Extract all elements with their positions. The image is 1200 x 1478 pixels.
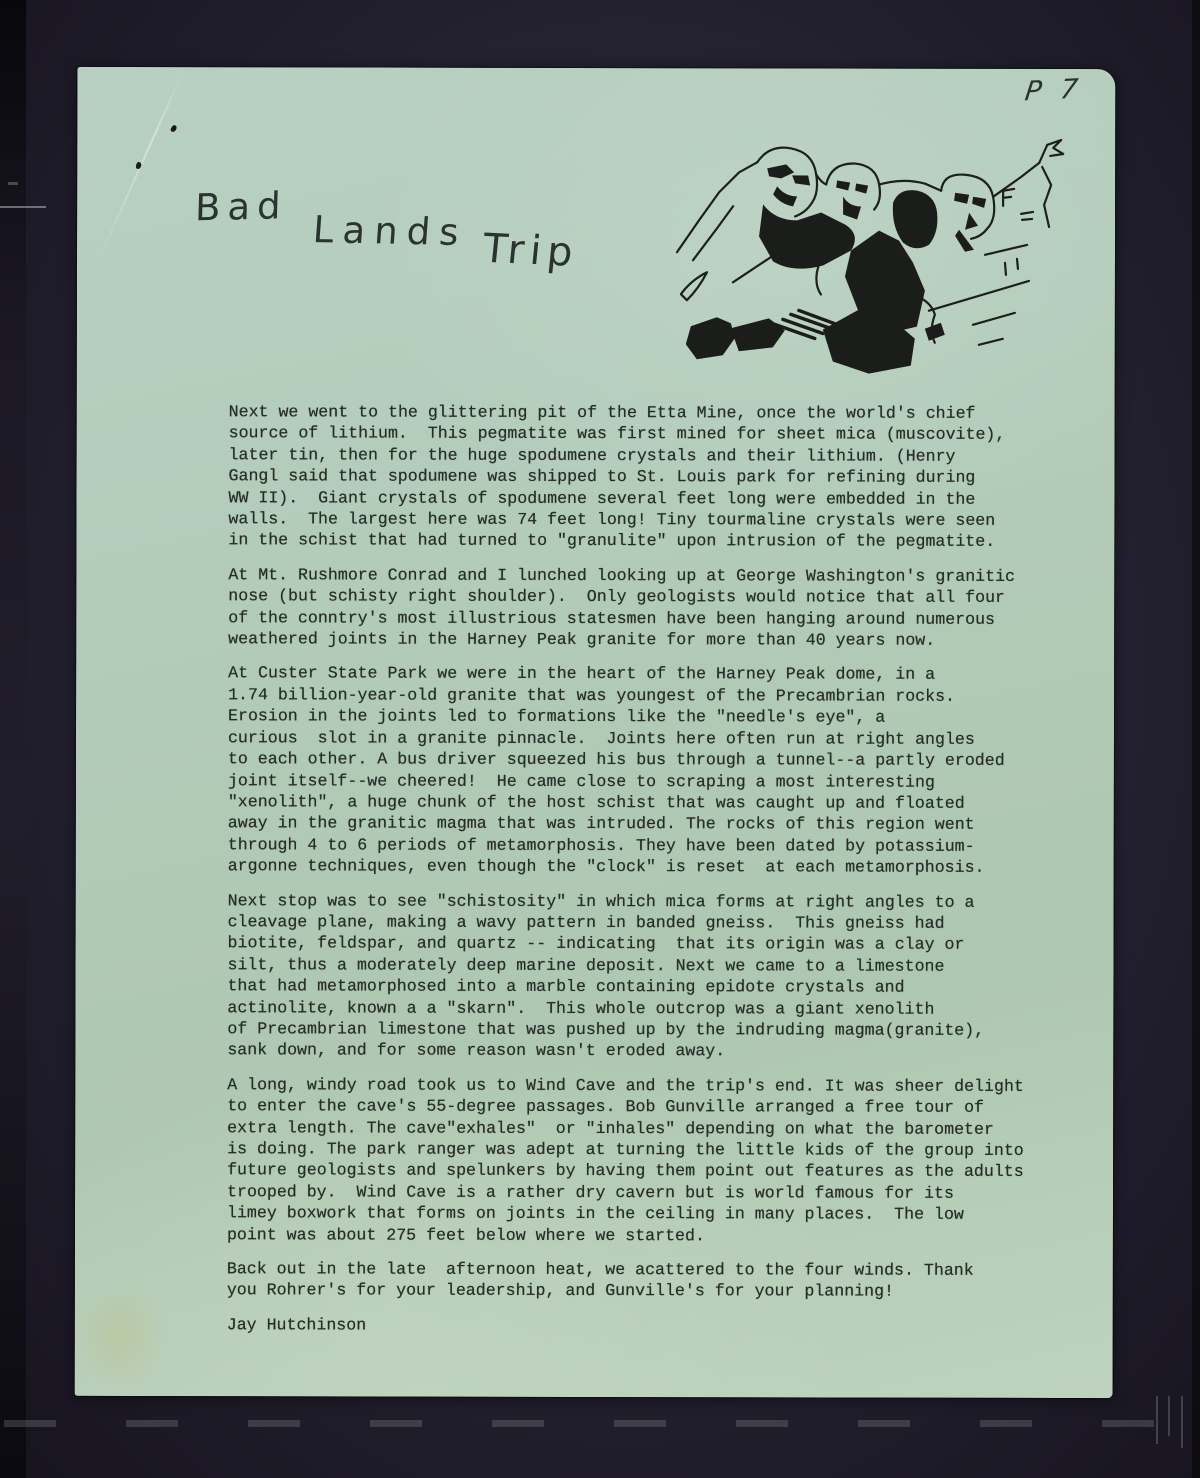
staple-mark xyxy=(135,162,142,170)
title-word-trip: Trip xyxy=(480,225,581,276)
paper-stain xyxy=(75,1283,167,1391)
paragraph-mt-rushmore: At Mt. Rushmore Conrad and I lunched looking up at George Washington's granitic nose (but schisty right shoulder). Only geologists would notice that all four of the conntry's most illustrious statesmen have been hanging around numerous weathered joints in the Harney Peak granite for more than 40 years now. xyxy=(228,565,1016,650)
film-scratch xyxy=(1156,1396,1158,1444)
page-number: P 7 xyxy=(1023,73,1085,108)
film-scratch xyxy=(1168,1396,1170,1436)
title-word-bad: Bad xyxy=(194,184,289,230)
paragraph-custer-park: At Custer State Park we were in the heart of the Harney Peak dome, in a 1.74 billion-year-old granite that was youngest of the Precambrian rocks. Erosion in the joints led to formations like the "needle's eye", a curious slot in a granite pinnacle. Joints here often run at right angles to each other. A bus driver squeezed his bus through a tunnel--a partly eroded joint itself--we cheered! He came close to scraping a most interesting "xenolith", a huge chunk of the host schist that was caught up and floated away in the granitic magma that was intruded. The rocks of this region went through 4 to 6 periods of metamorphosis. They have been dated by potassium- argonne techniques, even though the "clock" is reset at each metamorphosis. xyxy=(227,663,1005,877)
film-scratch xyxy=(1181,1396,1183,1448)
scan-edge-shadow-right xyxy=(1192,0,1200,1478)
film-scratch xyxy=(0,206,46,208)
paragraph-etta-mine: Next we went to the glittering pit of the Etta Mine, once the world's chief source of lithium. This pegmatite was first mined for sheet mica (muscovite), later tin, then for the huge spodumene crystals and their lithium. (Henry Gangl said that spodumene was shipped to St. Louis park for refining during WW II). Giant crystals of spodumene several feet long were embedded in the walls. The largest here was 74 feet long! Tiny tourmaline crystals were seen in the schist that had turned to "granulite" upon intrusion of the pegmatite. xyxy=(228,402,1006,552)
signature: Jay Hutchinson xyxy=(226,1315,367,1335)
document-page xyxy=(75,67,1116,1398)
scan-edge-shadow-left xyxy=(0,0,26,1478)
paragraph-closing: Back out in the late afternoon heat, we acattered to the four winds. Thank you Rohrer's for your leadership, and Gunville's for your planning! xyxy=(226,1259,974,1302)
mount-rushmore-illustration xyxy=(673,132,1066,375)
film-speck xyxy=(8,182,18,185)
title-word-lands: Lands xyxy=(311,208,470,255)
paragraph-schistosity: Next stop was to see "schistosity" in which mica forms at right angles to a cleavage plane, making a wavy pattern in banded gneiss. This gneiss had biotite, feldspar, and quartz -- indicating that its origin was a clay or silt, thus a moderately deep marine deposit. Next we came to a limestone that had metamorphosed into a marble containing epidote crystals and actinolite, known a a "skarn". This whole outcrop was a giant xenolith of Precambrian limestone that was pushed up by the indruding magma(granite), sank down, and for some reason wasn't eroded away. xyxy=(227,890,985,1061)
paragraph-wind-cave: A long, windy road took us to Wind Cave and the trip's end. It was sheer delight to enter the cave's 55-degree passages. Bob Gunville arranged a free tour of extra length. The cave"exhales" or "inhales" depending on what the barometer is doing. The park ranger was adept at turning the little kids of the group into future geologists and spelunkers by having them point out features as the adults trooped by. Wind Cave is a rather dry cavern but is world famous for its limey boxwork that forms on joints in the ceiling in many places. The low point was about 275 feet below where we started. xyxy=(226,1075,1024,1245)
film-frame-marks xyxy=(4,1420,1184,1427)
typewritten-body xyxy=(227,401,1069,1350)
staple-mark xyxy=(170,124,178,133)
